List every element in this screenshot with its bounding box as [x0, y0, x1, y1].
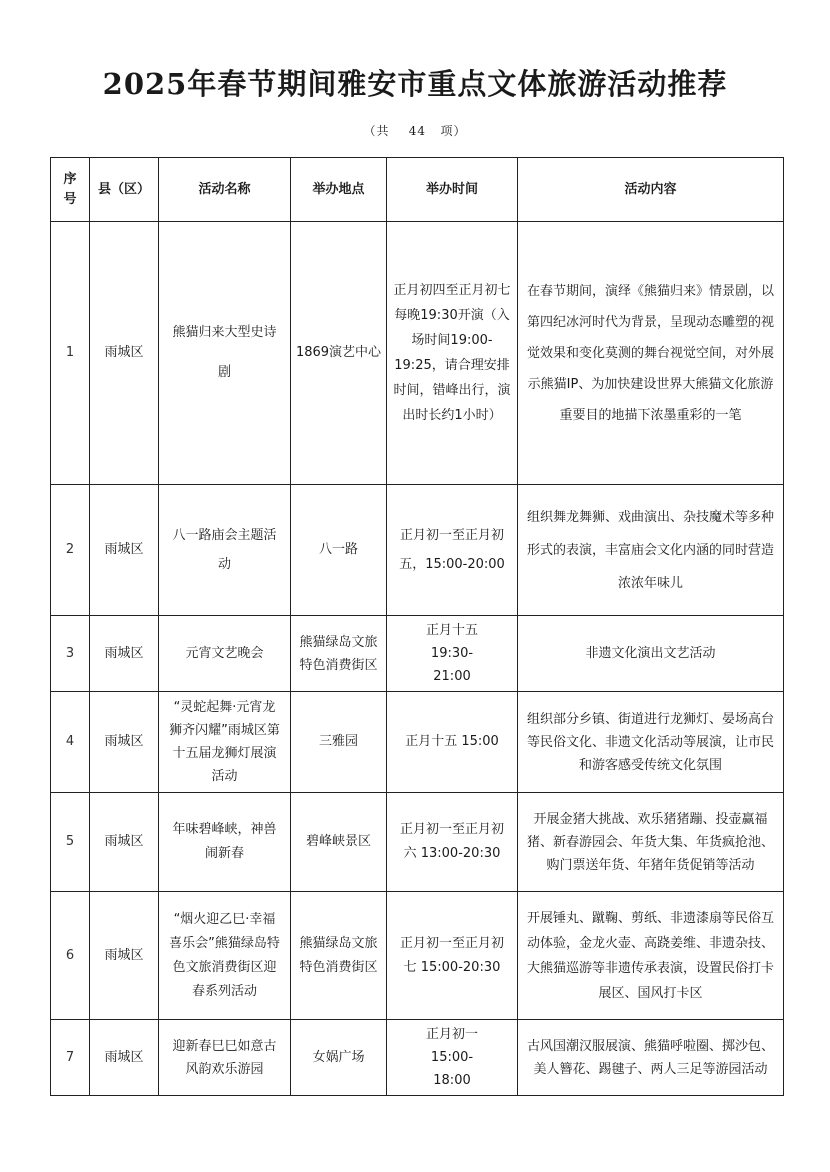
row-venue: 熊猫绿岛文旅特色消费街区: [291, 892, 387, 1020]
row-venue: 三雅园: [291, 692, 387, 793]
row-activity-name: 年味碧峰峡，神兽闹新春: [159, 793, 291, 892]
row-county: 雨城区: [90, 692, 159, 793]
row-content: 开展金猪大挑战、欢乐猪猪蹦、投壶赢福猪、新春游园会、年货大集、年货疯抢池、购门票送年货、年猪年货促销等活动: [518, 793, 784, 892]
row-activity-name: 熊猫归来大型史诗剧: [159, 222, 291, 485]
table-row: [51, 1020, 784, 1096]
header-number: 序号: [51, 158, 90, 222]
table-row: [51, 793, 784, 892]
row-activity-name: 迎新春巳巳如意古风韵欢乐游园: [159, 1020, 291, 1096]
activities-table: [50, 157, 784, 1096]
header-time: 举办时间: [387, 158, 518, 222]
row-number: 3: [51, 616, 90, 692]
row-venue: 八一路: [291, 485, 387, 616]
row-venue: 1869演艺中心: [291, 222, 387, 485]
row-content: 非遗文化演出文艺活动: [518, 616, 784, 692]
row-time: 正月初一至正月初六 13:00-20:30: [387, 793, 518, 892]
row-county: 雨城区: [90, 222, 159, 485]
table-row: [51, 222, 784, 485]
row-number: 2: [51, 485, 90, 616]
row-content: 在春节期间，演绎《熊猫归来》情景剧，以第四纪冰河时代为背景，呈现动态雕塑的视觉效果和变化莫测的舞台视觉空间，对外展示熊猫IP、为加快建设世界大熊猫文化旅游重要目的地描下浓墨重彩的一笔: [518, 222, 784, 485]
row-number: 4: [51, 692, 90, 793]
row-content: 古风国潮汉服展演、熊猫呼啦圈、掷沙包、美人簪花、踢毽子、两人三足等游园活动: [518, 1020, 784, 1096]
row-time: 正月十五 15:00: [387, 692, 518, 793]
header-county: 县（区）: [90, 158, 159, 222]
item-count: （共 44 项）: [363, 124, 467, 138]
row-number: 7: [51, 1020, 90, 1096]
row-content: 开展锤丸、蹴鞠、剪纸、非遗漆扇等民俗互动体验，金龙火壶、高跷姜维、非遗杂技、大熊猫巡游等非遗传承表演，设置民俗打卡展区、国风打卡区: [518, 892, 784, 1020]
row-activity-name: “烟火迎乙巳·幸福喜乐会”熊猫绿岛特色文旅消费街区迎春系列活动: [159, 892, 291, 1020]
row-venue: 女娲广场: [291, 1020, 387, 1096]
row-venue: 碧峰峡景区: [291, 793, 387, 892]
row-venue: 熊猫绿岛文旅特色消费街区: [291, 616, 387, 692]
row-activity-name: “灵蛇起舞·元宵龙狮齐闪耀”雨城区第十五届龙狮灯展演活动: [159, 692, 291, 793]
row-number: 5: [51, 793, 90, 892]
row-number: 1: [51, 222, 90, 485]
row-county: 雨城区: [90, 892, 159, 1020]
table-header-row: [51, 158, 784, 222]
row-content: 组织部分乡镇、街道进行龙狮灯、晏场高台等民俗文化、非遗文化活动等展演，让市民和游客感受传统文化氛围: [518, 692, 784, 793]
table-row: [51, 692, 784, 793]
row-county: 雨城区: [90, 616, 159, 692]
row-time: 正月初一 15:00-18:00: [387, 1020, 518, 1096]
table-row: [51, 616, 784, 692]
row-county: 雨城区: [90, 793, 159, 892]
row-time: 正月初一至正月初七 15:00-20:30: [387, 892, 518, 1020]
row-content: 组织舞龙舞狮、戏曲演出、杂技魔术等多种形式的表演，丰富庙会文化内涵的同时营造浓浓年味儿: [518, 485, 784, 616]
header-venue: 举办地点: [291, 158, 387, 222]
header-content: 活动内容: [518, 158, 784, 222]
row-county: 雨城区: [90, 485, 159, 616]
page-title: 2025年春节期间雅安市重点文体旅游活动推荐: [102, 67, 728, 101]
row-time: 正月初一至正月初五，15:00-20:00: [387, 485, 518, 616]
table-row: [51, 485, 784, 616]
table-row: [51, 892, 784, 1020]
row-activity-name: 八一路庙会主题活动: [159, 485, 291, 616]
row-time: 正月初四至正月初七每晚19:30开演（入场时间19:00-19:25，请合理安排时间，错峰出行，演出时长约1小时）: [387, 222, 518, 485]
row-activity-name: 元宵文艺晚会: [159, 616, 291, 692]
row-number: 6: [51, 892, 90, 1020]
row-county: 雨城区: [90, 1020, 159, 1096]
row-time: 正月十五 19:30-21:00: [387, 616, 518, 692]
header-activity-name: 活动名称: [159, 158, 291, 222]
